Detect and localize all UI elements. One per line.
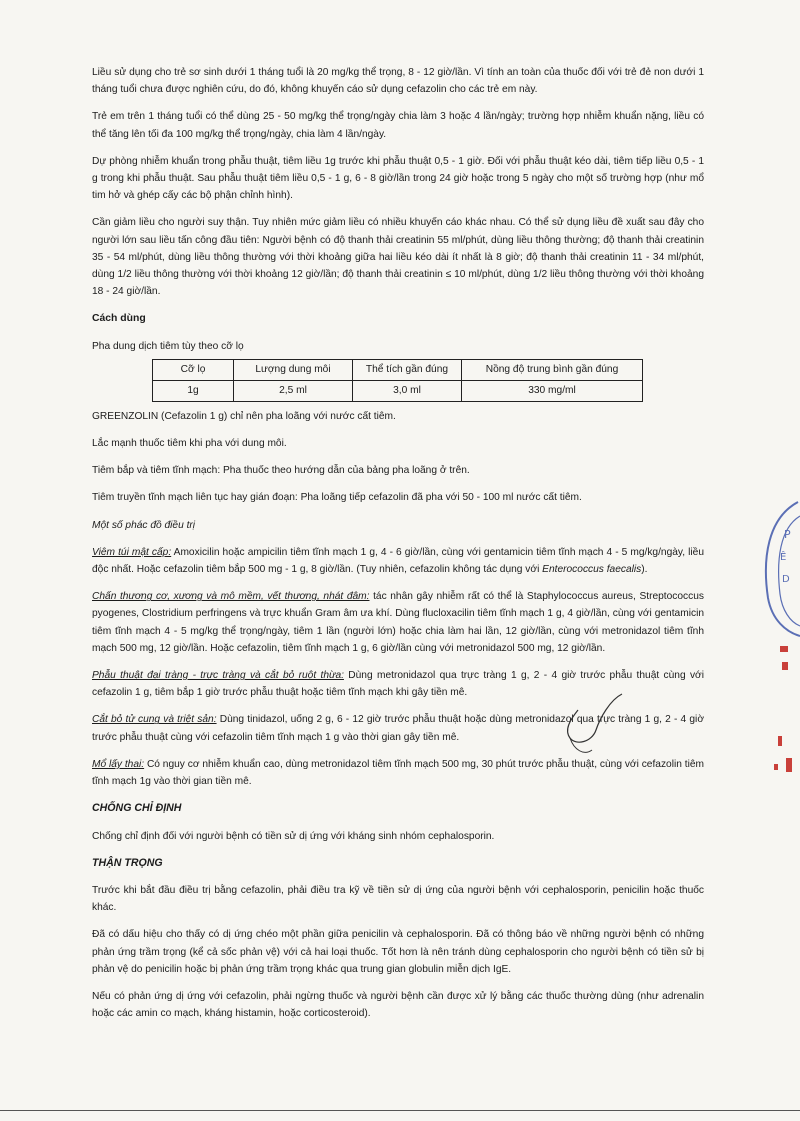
paragraph-neonatal-dose: Liều sử dụng cho trẻ sơ sinh dưới 1 tháng tuổi là 20 mg/kg thể trọng, 8 - 12 giờ/lần. Vì tính an toàn của thuốc đối với trẻ đẻ non dưới 1 tháng tuổi chưa được nghiên cứu, do đó, không khuyến cáo sử dụng cefazolin cho các trẻ em này.	[92, 67, 704, 96]
regimen-text: Dùng metronidazol qua trực tràng 1 g, 2 - 4 giờ trước phẫu thuật cùng với cefazolin 1 g, tiêm bắp 1 giờ trước phẫu thuật hoặc tiêm tĩnh mạch khi gây tiền mê.	[92, 670, 704, 699]
heading-chong-chi-dinh: CHỐNG CHỈ ĐỊNH	[92, 802, 182, 815]
table-cell: 2,5 ml	[234, 380, 353, 401]
regimen-label: Cắt bỏ tử cung và triệt sản:	[92, 714, 217, 726]
signature-scribble	[540, 690, 640, 770]
regimen-text: Amoxicilin hoặc ampicilin tiêm tĩnh mạch 1 g, 4 - 6 giờ/lần, cùng với gentamicin tiêm tĩnh mạch 4 - 5 mg/kg/ngày, liều độc nhất. Hoặc cefazolin tiêm bắp 500 mg - 1 g, 8 giờ/lần. (Tuy nhiên, cefazolin không tác dụng với	[92, 546, 704, 576]
table-header-cell: Cỡ lọ	[153, 359, 234, 380]
regimen-label: Chấn thương cơ, xương và mô mềm, vết thương, nhát đâm:	[92, 591, 370, 603]
svg-text:P: P	[784, 528, 791, 541]
than-trong-paragraph: Đã có dấu hiệu cho thấy có dị ứng chéo một phần giữa penicilin và cephalosporin. Đã có thông báo về những người bệnh có những phản ứng trầm trọng (kể cả sốc phản vệ) với cả hai loại thuốc. Tốt hơn là nên tránh dùng cephalosporin cho người bệnh có tiền sử bị phản vệ do penicilin hoặc bị phản ứng trầm trọng khác qua trung gian globulin miễn dịch IgE.	[92, 929, 704, 975]
svg-text:Ê: Ê	[780, 552, 787, 563]
svg-text:D: D	[782, 574, 790, 585]
cach-dung-line: GREENZOLIN (Cefazolin 1 g) chỉ nên pha loãng với nước cất tiêm.	[92, 410, 396, 422]
table-header-cell: Lượng dung môi	[234, 359, 353, 380]
bottom-rule	[0, 1110, 800, 1111]
cach-dung-line: Tiêm bắp và tiêm tĩnh mạch: Pha thuốc theo hướng dẫn của bảng pha loãng ở trên.	[92, 465, 470, 477]
table-header-cell: Nồng độ trung bình gần đúng	[462, 359, 643, 380]
regimen-item	[92, 544, 704, 578]
regimen-text: Dùng tinidazol, uống 2 g, 6 - 12 giờ trước phẫu thuật hoặc dùng metronidazol qua trực tràng 1 g, 2 - 4 giờ trước phẫu thuật cùng với cefazolin tiêm tĩnh mạch 1 g vào thời gian gây tiền mê.	[92, 714, 704, 743]
table-cell: 330 mg/ml	[462, 380, 643, 401]
regimen-item	[92, 588, 704, 657]
than-trong-paragraph: Trước khi bắt đầu điều trị bằng cefazolin, phải điều tra kỹ về tiền sử dị ứng của người bệnh với cephalosporin, penicilin hoặc thuốc khác.	[92, 884, 704, 914]
seal-stamp-fragment	[758, 498, 800, 638]
table-header-cell: Thể tích gần đúng	[353, 359, 462, 380]
regimen-label: Phẫu thuật đại tràng - trực tràng và cắt bỏ ruột thừa:	[92, 670, 344, 682]
cach-dung-line: Tiêm truyền tĩnh mạch liên tục hay gián đoạn: Pha loãng tiếp cefazolin đã pha với 50 - 100 ml nước cất tiêm.	[92, 492, 582, 504]
table-row	[153, 380, 643, 401]
regimen-tail: ).	[641, 564, 648, 576]
dilution-table	[152, 359, 643, 402]
regimen-text: Có nguy cơ nhiễm khuẩn cao, dùng metronidazol tiêm tĩnh mạch 500 mg, 30 phút trước phẫu thuật, cùng với cefazolin tiêm tĩnh mạch 1g vào thời gian tiền mê.	[92, 758, 704, 788]
regimen-text: tác nhân gây nhiễm rất có thể là Staphylococcus aureus, Streptococcus pyogenes, Clostridium perfringens và trực khuẩn Gram âm ưa khí. Dùng flucloxacilin tiêm tĩnh mạch 1 g, 4 giờ/lần, cùng với gentamicin tiêm tĩnh mạch 4 - 5 mg/kg thể trọng/ngày, tiêm 1 lần (người lớn) hoặc chia làm hai lần, 12 giờ/lần, cùng với metronidazol tiêm tĩnh mạch 500 mg, 12 giờ/lần. Hoặc cefazolin, tiêm tĩnh mạch 1 g, 6 giờ/lần cùng với metronidazol 500 mg, 12 giờ/lần.	[92, 591, 704, 654]
heading-than-trong: THẬN TRỌNG	[92, 856, 163, 869]
paragraph-renal-dose: Cần giảm liều cho người suy thận. Tuy nhiên mức giảm liều có nhiều khuyến cáo khác nhau. Có thể sử dụng liều đề xuất sau đây cho người lớn sau liều tấn công đầu tiên: Người bệnh có độ thanh thải creatinin 55 ml/phút, dùng liều thông thường; độ thanh thải creatinin 35 - 54 ml/phút, dùng liều thông thường với thời khoảng giữa hai liều kéo dài ít nhất là 8 giờ; độ thanh thải creatinin 11 - 34 ml/phút, dùng 1/2 liều thông thường với thời khoảng 12 giờ/lần; độ thanh thải creatinin ≤ 10 ml/phút, dùng 1/2 liều thông thường với thời khoảng 18 - 24 giờ/lần.	[92, 217, 704, 298]
chong-chi-dinh-text: Chống chỉ định đối với người bệnh có tiền sử dị ứng với kháng sinh nhóm cephalosporin.	[92, 830, 495, 842]
document-body	[92, 64, 704, 1032]
table-cell: 1g	[153, 380, 234, 401]
regimen-italic: Enterococcus faecalis	[542, 564, 642, 576]
cach-dung-intro: Pha dung dịch tiêm tùy theo cỡ lọ	[92, 340, 244, 352]
paragraph-child-dose: Trẻ em trên 1 tháng tuổi có thể dùng 25 - 50 mg/kg thể trọng/ngày chia làm 3 hoặc 4 lần/ngày; trường hợp nhiễm khuẩn nặng, liều có thể tăng lên tối đa 100 mg/kg thể trọng/ngày, chia làm 4 lần/ngày.	[92, 111, 704, 140]
regimen-label: Viêm túi mật cấp:	[92, 546, 172, 558]
than-trong-paragraph: Nếu có phản ứng dị ứng với cefazolin, phải ngừng thuốc và người bệnh cần được xử lý bằng các thuốc thường dùng (như adrenalin hoặc các amin co mạch, kháng histamin, hoặc corticosteroid).	[92, 990, 704, 1020]
table-cell: 3,0 ml	[353, 380, 462, 401]
heading-cach-dung: Cách dùng	[92, 313, 146, 325]
regimen-label: Mổ lấy thai:	[92, 758, 145, 770]
stamp-mark-fragments	[768, 640, 794, 790]
heading-regimens: Một số phác đồ điều trị	[92, 519, 196, 531]
table-header-row	[153, 359, 643, 380]
cach-dung-line: Lắc mạnh thuốc tiêm khi pha với dung môi.	[92, 438, 287, 450]
paragraph-surgical-prophylaxis: Dự phòng nhiễm khuẩn trong phẫu thuật, tiêm liều 1g trước khi phẫu thuật 0,5 - 1 giờ. Đối với phẫu thuật kéo dài, tiêm tiếp liều 0,5 - 1 g trong khi phẫu thuật. Sau phẫu thuật tiêm liều 0,5 - 1 g, 6 - 8 giờ/lần trong 24 giờ hoặc trong 5 ngày cho một số trường hợp (như mổ tim hở và ghép cấy các bộ phận chỉnh hình).	[92, 155, 704, 202]
